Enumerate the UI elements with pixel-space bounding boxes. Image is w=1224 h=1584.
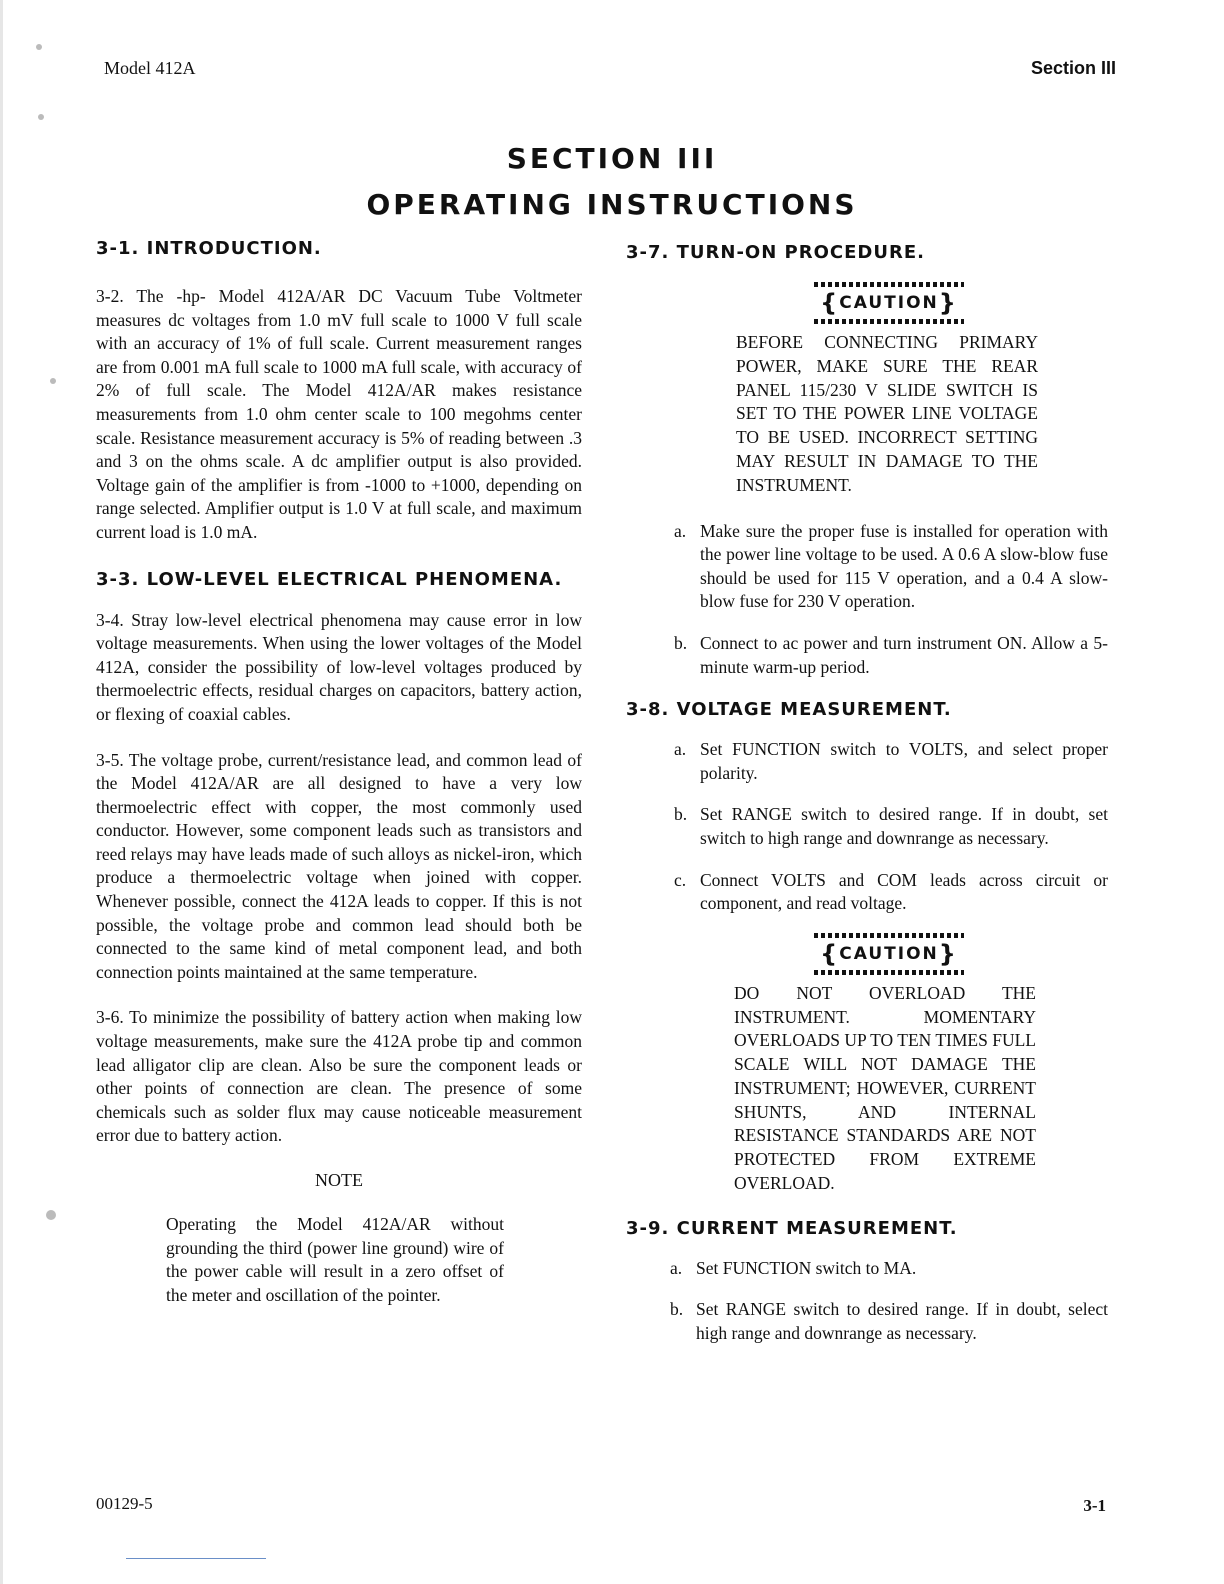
list-item [670, 1257, 1108, 1281]
paragraph-3-6: 3-6. To minimize the possibility of battery action when making low voltage measurements, make sure the 412A probe tip and common lead alligator clip are clean. Also be sure the component leads or other points of connection are clean. The presence of some chemicals such as solder flux may cause noticeable measurement error due to battery action. [96, 1007, 582, 1146]
caution-badge: {CAUTION} [806, 936, 972, 972]
caution-badge: {CAUTION} [806, 285, 972, 321]
list-item [674, 869, 1108, 916]
footer-doc-number: 00129-5 [96, 1494, 153, 1513]
list-label: a. [674, 520, 687, 541]
heading-current-measurement: 3-9. CURRENT MEASUREMENT. [626, 1217, 958, 1239]
step-set-function-ma: Set FUNCTION switch to MA. [696, 1257, 917, 1278]
heading-low-level-phenomena: 3-3. LOW-LEVEL ELECTRICAL PHENOMENA. [96, 568, 563, 590]
scan-speck [46, 1210, 56, 1220]
step-fuse: Make sure the proper fuse is installed for operation with the power line voltage to be used. A 0.6 A slow-blow fuse should be used for 115 V operation, and a 0.4 A slow-blow fuse for 230 V operation. [700, 520, 1108, 612]
heading-introduction: 3-1. INTRODUCTION. [96, 238, 322, 259]
scan-speck [38, 114, 44, 120]
header-section: Section III [1030, 58, 1116, 78]
list-item [674, 632, 1108, 679]
right-column [626, 242, 1112, 1346]
caution-word: CAUTION [839, 943, 939, 964]
list-label: b. [674, 632, 688, 653]
section-title: SECTION III [506, 142, 718, 175]
paragraph-3-4: 3-4. Stray low-level electrical phenomena may cause error in low voltage measurements. When using the lower voltages of the Model 412A, consider the possibility of low-level voltages produced by thermoelectric effects, residual charges on capacitors, battery action, or flexing of coaxial cables. [96, 609, 582, 724]
note-label: NOTE [315, 1170, 363, 1190]
list-label: c. [674, 869, 687, 890]
footer-page-number: 3-1 [1083, 1496, 1106, 1515]
scan-speck [50, 378, 56, 384]
list-label: b. [670, 1299, 684, 1320]
list-item [674, 520, 1108, 614]
list-item [674, 803, 1108, 850]
step-set-range: Set RANGE switch to desired range. If in doubt, set switch to high range and downrange as necessary. [700, 804, 1108, 848]
step-connect-power: Connect to ac power and turn instrument ON. Allow a 5-minute warm-up period. [700, 632, 1108, 677]
scan-speck [36, 44, 42, 50]
list-label: a. [674, 739, 687, 760]
heading-turn-on-procedure: 3-7. TURN-ON PROCEDURE. [626, 242, 925, 263]
heading-voltage-measurement: 3-8. VOLTAGE MEASUREMENT. [626, 699, 952, 721]
step-set-function-volts: Set FUNCTION switch to VOLTS, and select proper polarity. [700, 739, 1108, 783]
caution-text-power: BEFORE CONNECTING PRIMARY POWER, MAKE SURE THE REAR PANEL 115/230 V SLIDE SWITCH IS SET TO THE POWER LINE VOLTAGE TO BE USED. INCORRECT SETTING MAY RESULT IN DAMAGE TO THE INSTRUMENT. [736, 332, 1038, 495]
note-text: Operating the Model 412A/AR without grounding the third (power line ground) wire of the power cable will result in a zero offset of the meter and oscillation of the pointer. [166, 1214, 504, 1305]
header-model: Model 412A [104, 58, 196, 78]
paragraph-3-2: 3-2. The -hp- Model 412A/AR DC Vacuum Tube Voltmeter measures dc voltages from 1.0 mV full scale to 1000 V full scale with an accuracy of 1% of full scale. Current measurement ranges are from 0.001 mA full scale to 1000 mA full scale, with accuracy of 2% of full scale. The Model 412A/AR makes resistance measurements from 1.0 ohm center scale to 100 megohms center scale. Resistance measurement accuracy is 5% of reading between .3 and 3 on the ohms scale. A dc amplifier output is also provided. Voltage gain of the amplifier is from -1000 to +1000, depending on range selected. Amplifier output is 1.0 V at full scale, and maximum current load is 1.0 mA. [96, 286, 582, 542]
caution-word: CAUTION [839, 293, 939, 313]
list-label: a. [670, 1257, 683, 1278]
caution-text-overload: DO NOT OVERLOAD THE INSTRUMENT. MOMENTARY OVERLOADS UP TO TEN TIMES FULL SCALE WILL NOT DAMAGE THE INSTRUMENT; HOWEVER, CURRENT SHUNTS, AND INTERNAL RESISTANCE STANDARDS ARE NOT PROTECTED FROM EXTREME OVERLOAD. [734, 982, 1036, 1194]
section-subtitle: OPERATING INSTRUCTIONS [366, 188, 858, 221]
step-connect-leads: Connect VOLTS and COM leads across circuit or component, and read voltage. [700, 869, 1108, 914]
left-column [96, 238, 582, 1307]
scan-line [126, 1558, 266, 1559]
step-set-range-current: Set RANGE switch to desired range. If in doubt, select high range and downrange as necessary. [696, 1299, 1108, 1344]
list-item [674, 738, 1108, 785]
paragraph-3-5: 3-5. The voltage probe, current/resistance lead, and common lead of the Model 412A/AR are all designed to have a very low thermoelectric effect with copper, the most commonly used conductor. However, some component leads such as transistors and reed relays may have leads made of such alloys as nickel-iron, which produce a thermoelectric voltage when joined with copper. Whenever possible, connect the 412A leads to copper. If this is not possible, the voltage probe and common lead should both be connected to the same kind of metal component lead, and both connection points maintained at the same temperature. [96, 749, 582, 982]
list-item [670, 1298, 1108, 1345]
scan-edge [0, 0, 3, 1584]
list-label: b. [674, 804, 688, 825]
